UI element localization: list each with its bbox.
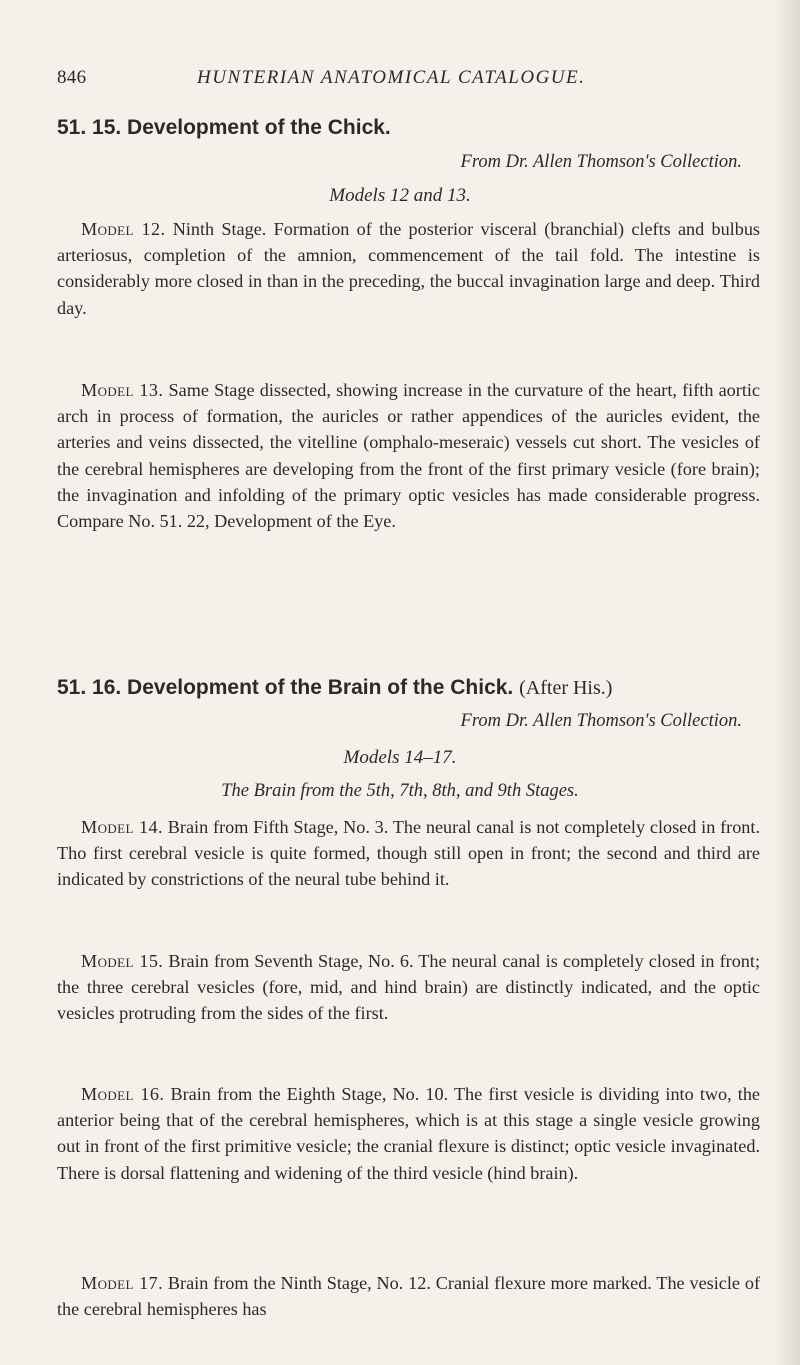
model-paragraph [57,216,760,321]
section-title-text: 51. 16. Development of the Brain of the Chick. [57,676,514,699]
model-label: Model 14. [81,817,163,837]
section-source: From Dr. Allen Thomson's Collection. [460,711,742,731]
model-description: Brain from the Eighth Stage, No. 10. The first vesicle is dividing into two, the anterior being that of the cerebral hemispheres, which is at this stage a single vesicle growing out in front of the first primitive vesicle; the cranial flexure is distinct; optic vesicle invaginated. There is dorsal flattening and widening of the third vesicle (hind brain). [57,1084,761,1183]
section-title-51-15 [57,116,391,140]
model-label: Model 13. [81,380,164,400]
section-title-text: 51. 15. Development of the Chick. [57,116,391,139]
section-title-51-16 [57,676,612,700]
model-paragraph [57,948,760,1027]
model-description: Same Stage dissected, showing increase in the curvature of the heart, fifth aortic arch in process of formation, the auricles or rather appendices of the auricles evident, the arteries and veins dissected, the vitelline (omphalo-meseraic) vessels cut short. The vesicles of the cerebral hemispheres are developing from the front of the first primary vesicle (fore brain); the invagination and infolding of the primary optic vesicles has made considerable progress. Compare No. 51. 22, Development of the Eye. [57,380,761,532]
running-header [57,67,757,91]
models-heading: Models 12 and 13. [329,185,471,206]
model-label: Model 15. [81,951,164,971]
running-title: HUNTERIAN ANATOMICAL CATALOGUE. [197,67,586,88]
model-description: Ninth Stage. Formation of the posterior visceral (branchial) clefts and bulbus arteriosus, completion of the amnion, commencement of the tail fold. The intestine is considerably more closed in than in the preceding, the buccal invagination large and deep. Third day. [57,219,760,318]
model-paragraph [57,1270,760,1322]
section-subtitle: The Brain from the 5th, 7th, 8th, and 9th Stages. [221,781,579,801]
models-heading: Models 14–17. [343,747,457,768]
model-label: Model 12. [81,219,166,239]
section-title-note: (After His.) [519,677,613,699]
model-paragraph [57,377,760,534]
model-description: Brain from Seventh Stage, No. 6. The neural canal is completely closed in front; the three cerebral vesicles (fore, mid, and hind brain) are distinctly indicated, and the optic vesicles protruding from the sides of the first. [57,951,760,1024]
model-paragraph [57,1081,760,1186]
model-label: Model 17. [81,1273,164,1293]
page-number: 846 [57,67,87,88]
section-source: From Dr. Allen Thomson's Collection. [460,152,742,172]
model-label: Model 16. [81,1084,165,1104]
model-description: Brain from the Ninth Stage, No. 12. Cranial flexure more marked. The vesicle of the cerebral hemispheres has [57,1273,760,1320]
model-paragraph [57,814,760,893]
model-description: Brain from Fifth Stage, No. 3. The neural canal is not completely closed in front. Tho first cerebral vesicle is quite formed, though still open in front; the second and third are indicated by constrictions of the neural tube behind it. [57,817,761,890]
